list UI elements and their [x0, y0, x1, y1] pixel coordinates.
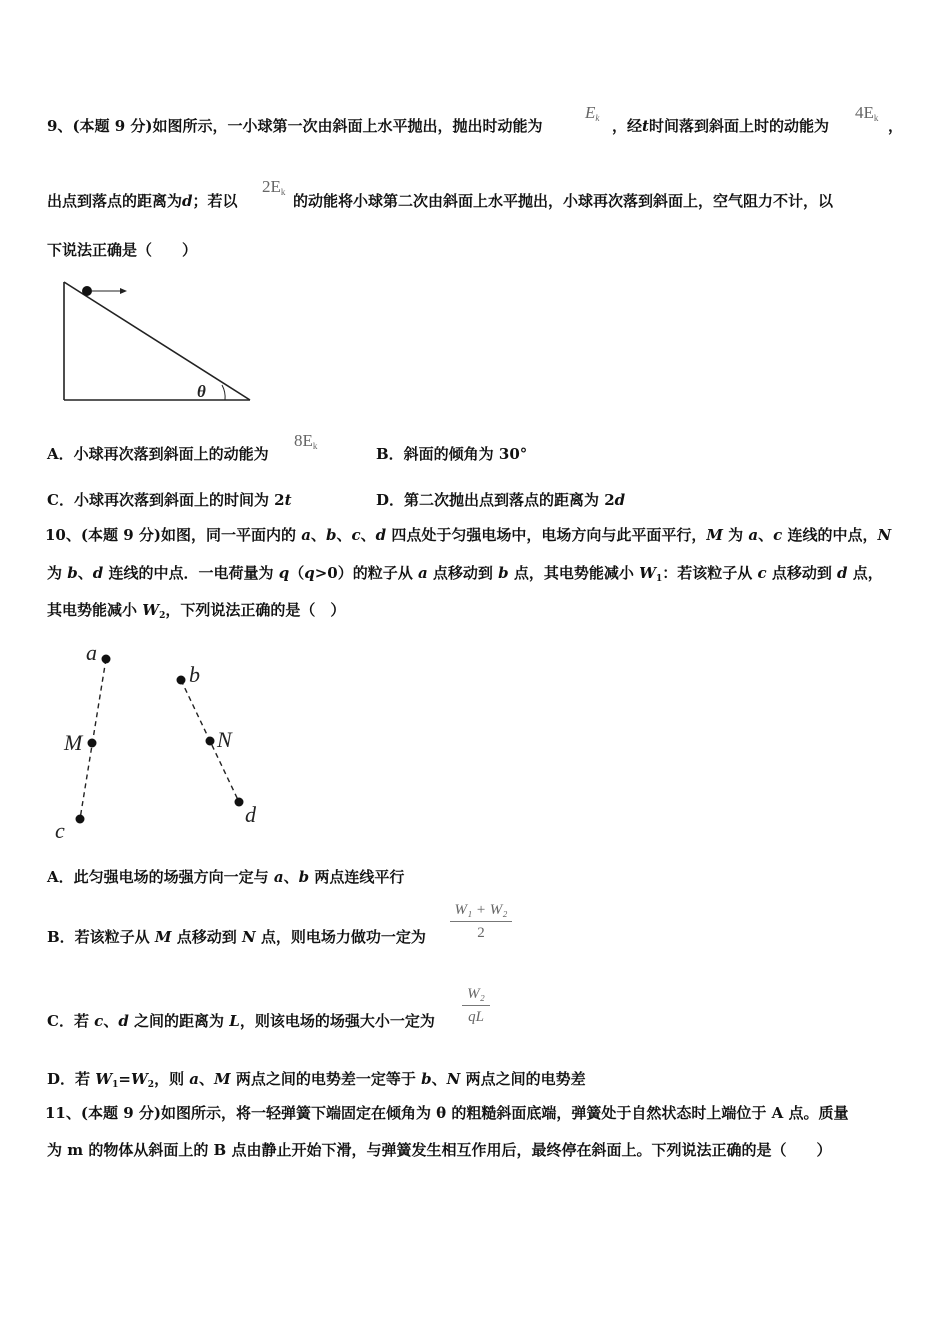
q9-ek-math: $E_k$ [585, 103, 600, 123]
point-M [88, 739, 97, 748]
q11-line-2: 为 m 的物体从斜面上的 B 点由静止开始下滑，与弹簧发生相互作用后，最终停在斜面上。下列说法正确的是（ ） [47, 1141, 832, 1159]
q10-points-figure [50, 640, 280, 845]
q9-line-1: 9、(本题 9 分)如图所示，一小球第一次由斜面上水平抛出，抛出时动能为 [47, 117, 543, 135]
q9-option-c: C．小球再次落到斜面上的时间为 2t [47, 491, 292, 509]
point-N [206, 737, 215, 746]
q9-option-d: D．第二次抛出点到落点的距离为 2d [376, 491, 626, 509]
q10-option-a: A．此匀强电场的场强方向一定与 a、b 两点连线平行 [47, 868, 405, 886]
theta-label: θ [197, 382, 206, 401]
q9-incline-figure [55, 275, 260, 410]
q10-line-3: 其电势能减小 $W_2$，下列说法正确的是（ ） [47, 601, 346, 621]
q9-option-b: B．斜面的倾角为 30° [376, 445, 528, 463]
label-a: a [86, 640, 97, 665]
q10-option-b: B．若该粒子从 M 点移动到 N 点，则电场力做功一定为 [47, 928, 426, 946]
q9-line-1b: ，经t时间落到斜面上时的动能为 [612, 117, 829, 135]
label-c: c [55, 818, 65, 843]
point-a [102, 655, 111, 664]
q9-2ek-math: $2E_k$ [262, 177, 286, 197]
q9-line-2c: 的动能将小球第二次由斜面上水平抛出，小球再次落到斜面上，空气阻力不计，以 [293, 192, 834, 210]
incline-slope [64, 282, 250, 400]
q9-line-3: 下说法正确是（ ） [47, 241, 198, 259]
q9-8ek-math: $8E_k$ [294, 431, 318, 451]
ball [82, 286, 92, 296]
q11-line-1: 11、(本题 9 分)如图所示，将一轻弹簧下端固定在倾角为 θ 的粗糙斜面底端，弹簧处于自然状态时上端位于 A 点。质量 [45, 1104, 849, 1122]
q10-option-d: D．若 $W_1=W_2$，则 a、M 两点之间的电势差一定等于 b、N 两点之间的电势差 [47, 1070, 586, 1090]
point-c [76, 815, 85, 824]
label-d: d [245, 802, 256, 827]
q10-line-1: 10、(本题 9 分)如图，同一平面内的 a、b、c、d 四点处于匀强电场中，电场方向与此平面平行，M 为 a、c 连线的中点，N [45, 526, 892, 544]
q9-option-a: A．小球再次落到斜面上的动能为 [47, 445, 269, 463]
q9-line-2: 出点到落点的距离为d；若以 [47, 192, 238, 210]
q9-4ek-math: $4E_k$ [855, 103, 879, 123]
q9-line-1d: ， [888, 117, 904, 135]
q10-optB-fraction: $\frac{\text{W₁ + W₂}}{2}$ [450, 902, 512, 942]
label-b: b [189, 662, 200, 687]
q10-line-2: 为 b、d 连线的中点．一电荷量为 q（q>0）的粒子从 a 点移动到 b 点，其电势能减小 $W_1$：若该粒子从 c 点移动到 d 点， [47, 564, 883, 584]
point-d [235, 798, 244, 807]
q10-optC-fraction: $\frac{\text{W₂}}{qL}$ [462, 986, 490, 1026]
q10-option-c: C．若 c、d 之间的距离为 L，则该电场的场强大小一定为 [47, 1012, 435, 1030]
label-N: N [217, 727, 232, 752]
angle-arc [222, 385, 225, 400]
velocity-arrowhead [120, 288, 127, 294]
label-M: M [64, 730, 83, 755]
point-b [177, 676, 186, 685]
